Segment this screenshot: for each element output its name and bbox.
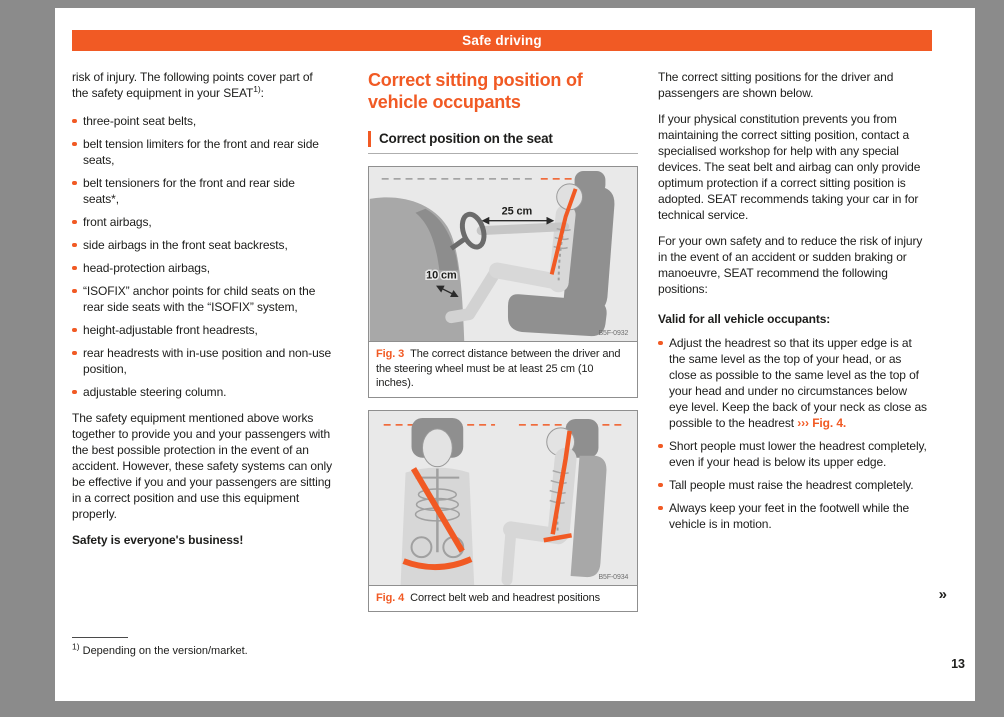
bullet-icon: [658, 341, 663, 346]
seat-base: [508, 294, 607, 336]
intro-paragraph: [72, 69, 332, 101]
manual-page: [55, 8, 975, 701]
bullet-icon: [72, 119, 77, 124]
list-item: belt tensioners for the front and rear side seats*,: [72, 175, 332, 207]
section-header: [72, 30, 932, 51]
bullet-icon: [658, 444, 663, 449]
svg-text:25 cm: 25 cm: [501, 205, 533, 218]
footnote-marker: 1): [253, 84, 261, 94]
svg-text:10 cm: 10 cm: [426, 269, 457, 282]
column-left: [72, 69, 332, 624]
bullet-icon: [658, 483, 663, 488]
content-columns: [72, 69, 975, 624]
list-item: belt tension limiters for the front and rear side seats,: [72, 136, 332, 168]
fig4-illustration: [369, 411, 637, 586]
figure-4: [368, 410, 638, 613]
footnote-rule: [72, 637, 128, 638]
fig3-caption: Fig. 3 The correct distance between the driver and the steering wheel must be at least 25 cm (10 inches).: [376, 348, 621, 389]
bullet-icon: [72, 266, 77, 271]
footnote: [72, 637, 248, 657]
figure-reference: ››› Fig. 4.: [797, 416, 847, 430]
bullet-icon: [72, 390, 77, 395]
positions-list: [658, 335, 928, 532]
column-middle: [368, 69, 638, 624]
list-item: three-point seat belts,: [72, 113, 332, 129]
bullet-icon: [72, 181, 77, 186]
paragraph: The correct sitting positions for the driver and passengers are shown below.: [658, 70, 894, 100]
footnote-text: Depending on the version/market.: [82, 645, 248, 657]
intro-text: risk of injury. The following points cover part of the safety equipment in your SEAT: [72, 70, 313, 100]
figure-code: B5F-0932: [598, 330, 629, 338]
list-item: head-protection airbags,: [72, 260, 332, 276]
list-item: Tall people must raise the headrest completely.: [658, 477, 928, 493]
footnote-marker: 1): [72, 641, 80, 652]
fig3-label: Fig. 3: [376, 348, 405, 360]
fig4-caption: Fig. 4 Correct belt web and headrest positions: [376, 591, 601, 604]
bullet-icon: [72, 328, 77, 333]
list-item: adjustable steering column.: [72, 384, 332, 400]
bullet-icon: [72, 142, 77, 147]
list-item: Adjust the headrest so that its upper edge is at the same level as the top of your head, or as close as possible to the same level as the top of your head and under no circumstances below eye level. Keep the back of your neck as close as possible to the headrest ››› Fig. 4.: [658, 335, 928, 431]
subheading: Correct position on the seat: [368, 131, 638, 147]
page-number: 13: [951, 657, 965, 671]
occupants-subheading: Valid for all vehicle occupants:: [658, 312, 831, 326]
bullet-icon: [72, 220, 77, 225]
figure-code: B5F-0934: [598, 573, 629, 581]
list-item: rear headrests with in-use position and non-use position,: [72, 345, 332, 377]
safety-paragraph: The safety equipment mentioned above works together to provide you and your passengers with the best possible protection in the event of an accident. However, these safety systems can only be effective if you and your passengers are sitting in a correct position and use this equipment properly.: [72, 411, 332, 521]
safety-equipment-list: [72, 113, 332, 400]
list-item: height-adjustable front headrests,: [72, 322, 332, 338]
bullet-icon: [72, 351, 77, 356]
continuation-marker: »: [938, 586, 947, 603]
list-item: side airbags in the front seat backrests,: [72, 237, 332, 253]
paragraph: If your physical constitution prevents you from maintaining the correct sitting position, contact a specialised workshop for help with any special devices. The seat belt and airbag can only provide optimum protection if a correct sitting position is adopted. SEAT recommends taking your car in for technical service.: [658, 112, 921, 222]
list-item: “ISOFIX” anchor points for child seats on the rear side seats with the “ISOFIX” system,: [72, 283, 332, 315]
list-item: Always keep your feet in the footwell while the vehicle is in motion.: [658, 500, 928, 532]
intro-colon: :: [260, 86, 264, 100]
bullet-icon: [72, 289, 77, 294]
list-item: front airbags,: [72, 214, 332, 230]
chapter-heading: Correct sitting position of vehicle occupants: [368, 70, 583, 112]
paragraph: For your own safety and to reduce the risk of injury in the event of an accident or sudden braking or manoeuvre, SEAT recommend the following positions:: [658, 234, 923, 296]
bullet-icon: [658, 506, 663, 511]
fig4-label: Fig. 4: [376, 591, 405, 604]
fig3-illustration: [369, 167, 637, 342]
figure-3: [368, 166, 638, 398]
bullet-icon: [72, 243, 77, 248]
section-title: Safe driving: [462, 33, 542, 48]
list-item: Short people must lower the headrest completely, even if your head is below its upper edge.: [658, 438, 928, 470]
safety-slogan: Safety is everyone's business!: [72, 533, 244, 547]
column-right: [658, 69, 928, 624]
subheading-block: [368, 131, 638, 154]
